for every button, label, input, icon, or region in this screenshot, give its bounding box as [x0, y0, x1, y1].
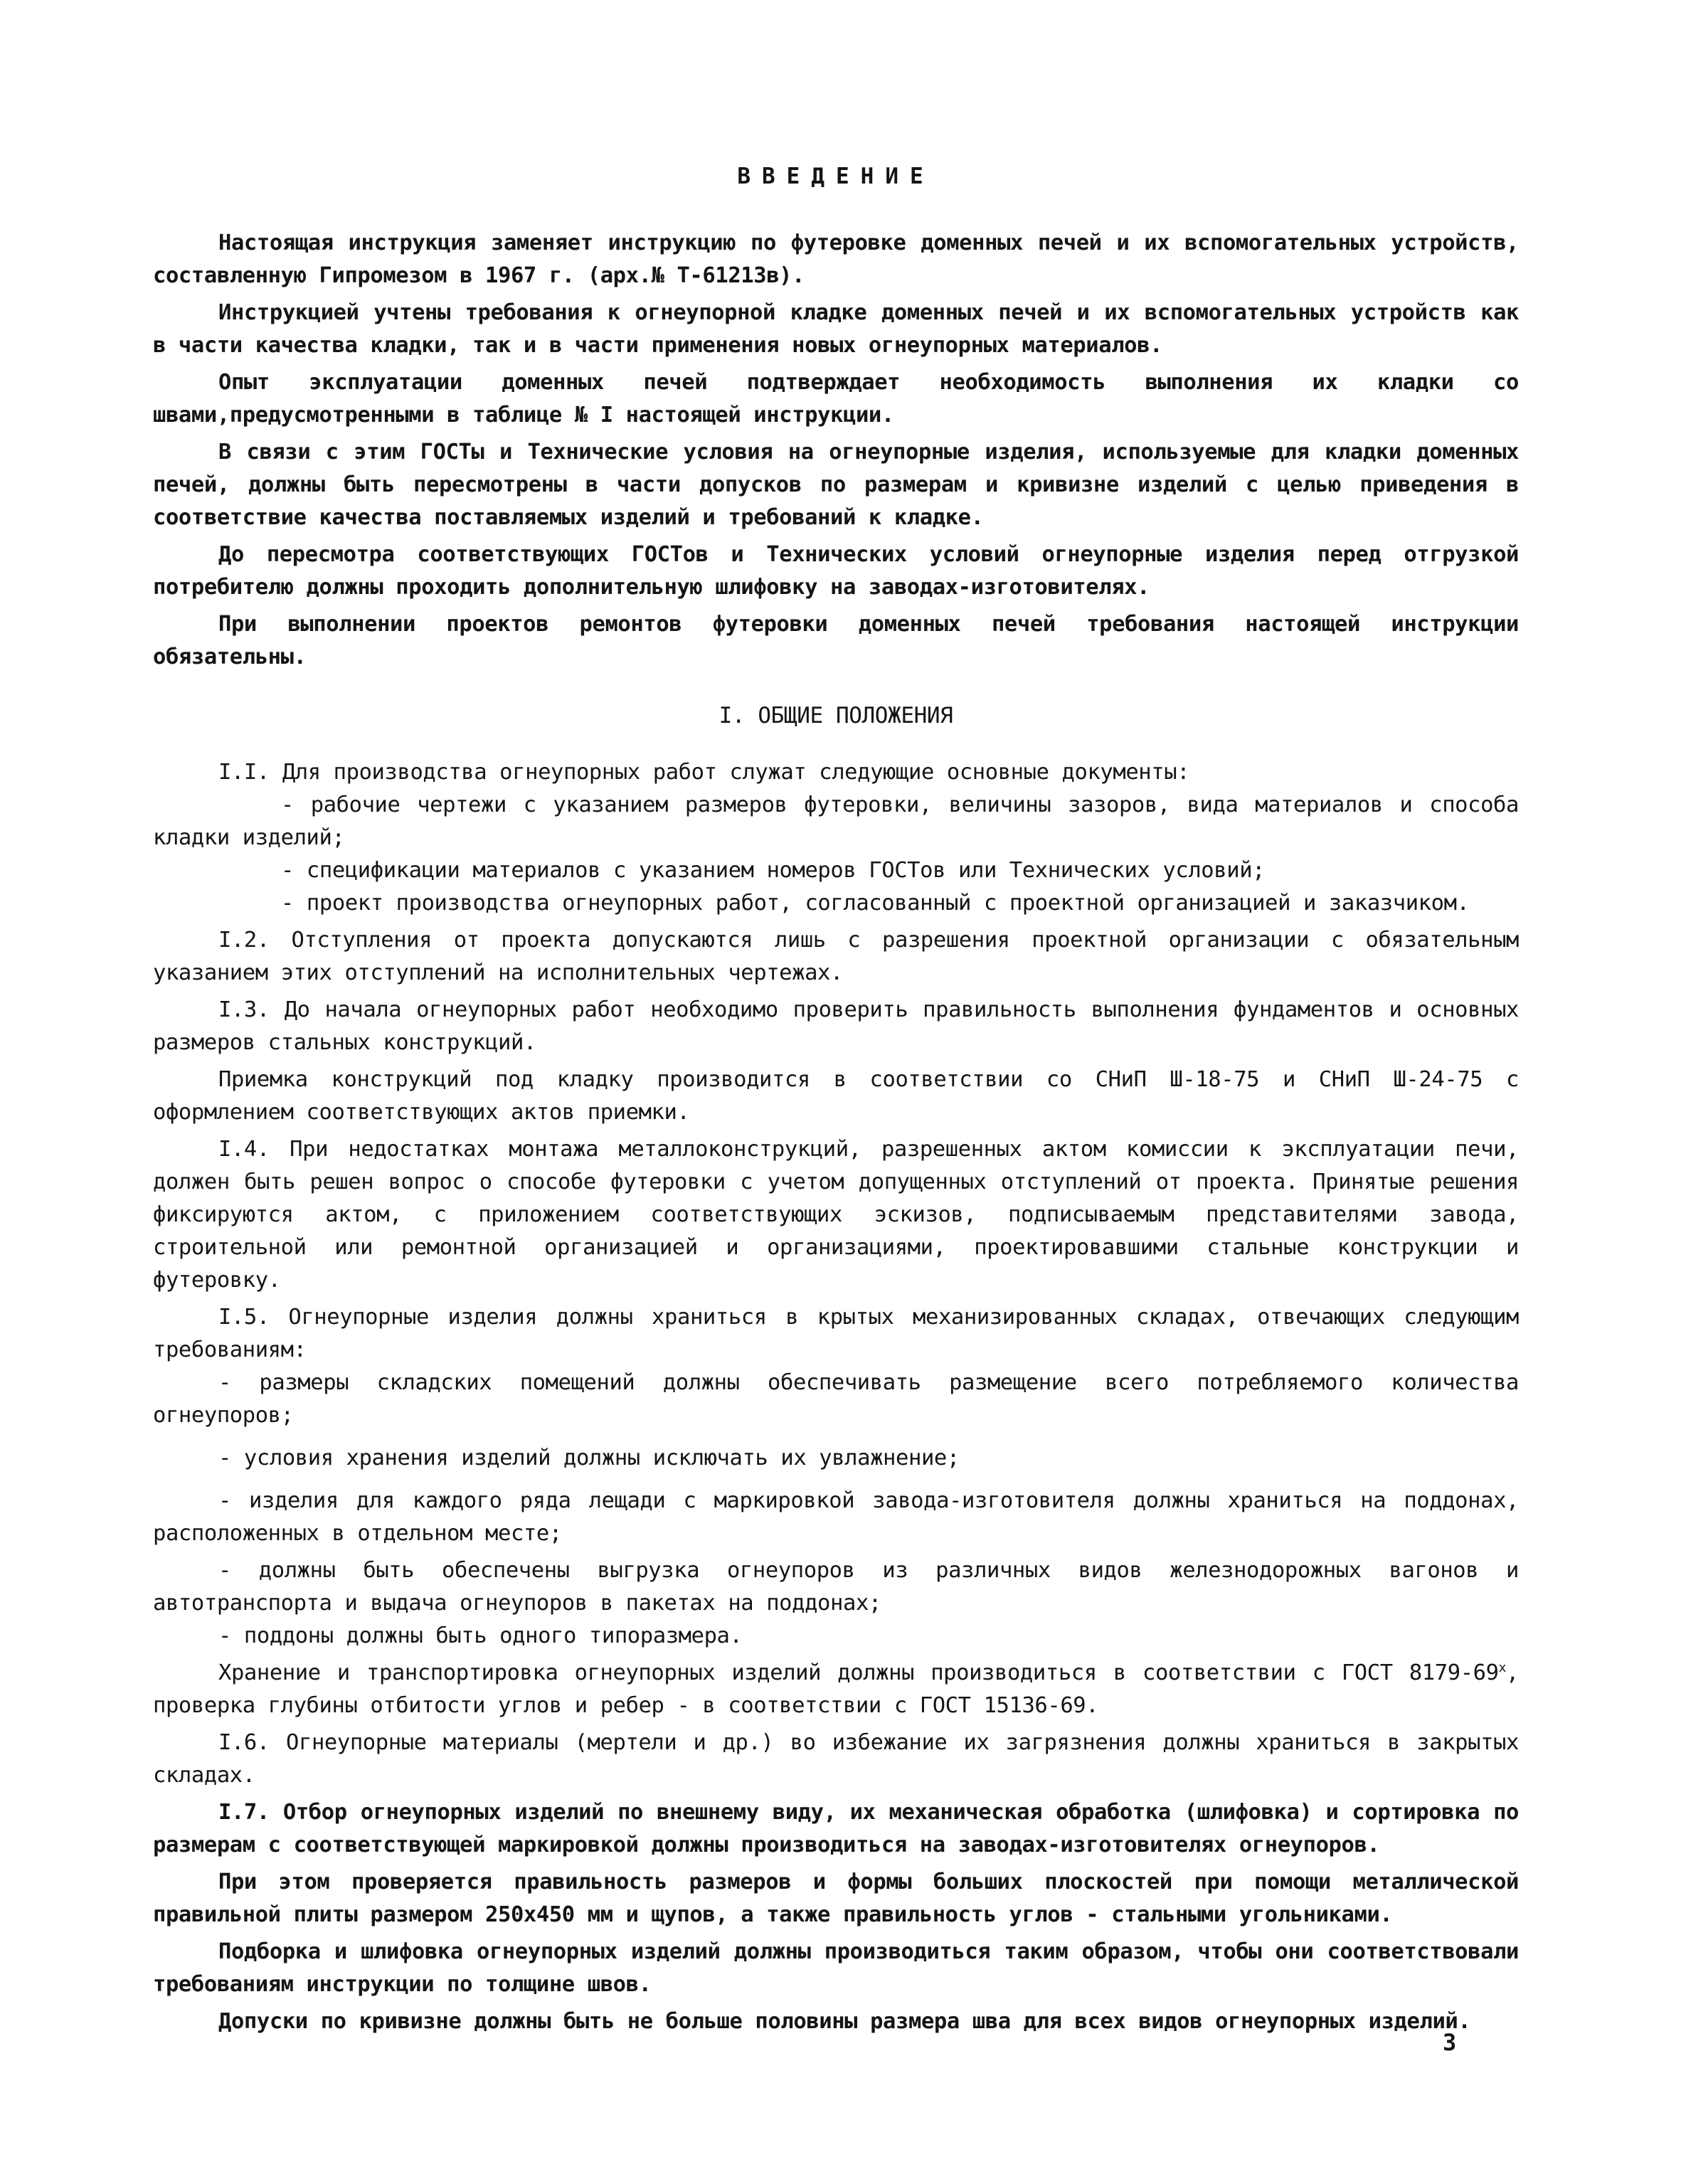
clause-1-7-check: При этом проверяется правильность размеров и формы больших плоскостей при помощи металлической правильной плиты размером 250х450 мм и щупов, а также правильность углов - стальными угольниками. — [153, 1870, 1519, 1927]
intro-paragraph: Опыт эксплуатации доменных печей подтверждает необходимость выполнения их кладки со швами,предусмотренными в таблице № I настоящей инструкции. — [153, 370, 1519, 428]
clause-1-1-item: - рабочие чертежи с указанием размеров футеровки, величины зазоров, вида материалов и способа кладки изделий; — [153, 793, 1519, 850]
intro-paragraph: До пересмотра соответствующих ГОСТов и Технических условий огнеупорные изделия перед отгрузкой потребителю должны проходить дополнительную шлифовку на заводах-изготовителях. — [153, 542, 1519, 600]
intro-title: ВВЕДЕНИЕ — [737, 164, 935, 189]
clause-1-6: I.6. Огнеупорные материалы (мертели и др.) во избежание их загрязнения должны храниться в закрытых складах. — [153, 1730, 1519, 1788]
clause-1-5-item: - поддоны должны быть одного типоразмера. — [218, 1623, 743, 1648]
intro-paragraph: Инструкцией учтены требования к огнеупорной кладке доменных печей и их вспомогательных устройств как в части качества кладки, так и в части применения новых огнеупорных материалов. — [153, 300, 1519, 358]
clause-1-2: I.2. Отступления от проекта допускаются лишь с разрешения проектной организации с обязательным указанием этих отступлений на исполнительных чертежах. — [153, 928, 1519, 985]
clause-1-3-acceptance: Приемка конструкций под кладку производится в соответствии со СНиП Ш-18-75 и СНиП Ш-24-75 с оформлением соответствующих актов приемки. — [153, 1067, 1519, 1125]
clause-1-7: I.7. Отбор огнеупорных изделий по внешнему виду, их механическая обработка (шлифовка) и сортировка по размерам с соответствующей маркировкой должны производиться на заводах-изготовителях огнеупоров. — [153, 1800, 1519, 1857]
clause-1-5-item: - условия хранения изделий должны исключать их увлажнение; — [218, 1446, 960, 1470]
storage-text-end: , проверка глубины отбитости углов и ребер - в соответствии с ГОСТ 15136-69. — [153, 1660, 1519, 1718]
clause-1-5: I.5. Огнеупорные изделия должны храниться в крытых механизированных складах, отвечающих следующим требованиям: — [153, 1305, 1519, 1362]
clause-1-7-tolerance: Допуски по кривизне должны быть не больше половины размера шва для всех видов огнеупорных изделий. — [218, 2009, 1471, 2034]
clause-1-1-item: - проект производства огнеупорных работ, согласованный с проектной организацией и заказчиком. — [281, 891, 1470, 916]
clause-1-7-selection: Подборка и шлифовка огнеупорных изделий должны производиться таким образом, чтобы они соответствовали требованиям инструкции по толщине швов. — [153, 1939, 1519, 1997]
clause-1-3: I.3. До начала огнеупорных работ необходимо проверить правильность выполнения фундаментов и основных размеров стальных конструкций. — [153, 997, 1519, 1055]
clause-1-5-storage — [153, 1657, 1519, 1722]
clause-1-1-item: - спецификации материалов с указанием номеров ГОСТов или Технических условий; — [281, 858, 1266, 883]
clause-1-5-item: - размеры складских помещений должны обеспечивать размещение всего потребляемого количества огнеупоров; — [153, 1370, 1519, 1428]
document-page — [153, 160, 1519, 2038]
clause-1-5-item: - изделия для каждого ряда лещади с маркировкой завода-изготовителя должны храниться на поддонах, расположенных в отдельном месте; — [153, 1488, 1519, 1546]
section-title: I. ОБЩИЕ ПОЛОЖЕНИЯ — [718, 703, 953, 728]
intro-paragraph: При выполнении проектов ремонтов футеровки доменных печей требования настоящей инструкции обязательны. — [153, 612, 1519, 669]
clause-1-5-item: - должны быть обеспечены выгрузка огнеупоров из различных видов железнодорожных вагонов и автотранспорта и выдача огнеупоров в пакетах на поддонах; — [153, 1558, 1519, 1616]
gost-superscript: x — [1498, 1660, 1507, 1675]
storage-text-start: Хранение и транспортировка огнеупорных изделий должны производиться в соответствии с ГОСТ 8179-69 — [218, 1660, 1499, 1685]
clause-1-4: I.4. При недостатках монтажа металлоконструкций, разрешенных актом комиссии к эксплуатации печи, должен быть решен вопрос о способе футеровки с учетом допущенных отступлений от проекта. Принятые решения фиксируются актом, с приложением соответствующих эскизов, подписываемым представителями завода, строительной или ремонтной организацией и организациями, проектировавшими стальные конструкции и футеровку. — [153, 1137, 1519, 1293]
intro-paragraph: Настоящая инструкция заменяет инструкцию по футеровке доменных печей и их вспомогательных устройств, составленную Гипромезом в 1967 г. (арх.№ Т-61213в). — [153, 230, 1519, 288]
clause-1-1: I.I. Для производства огнеупорных работ служат следующие основные документы: — [218, 760, 1190, 785]
page-number: 3 — [1443, 2029, 1457, 2056]
intro-paragraph: В связи с этим ГОСТы и Технические условия на огнеупорные изделия, используемые для кладки доменных печей, должны быть пересмотрены в части допусков по размерам и кривизне изделий с целью приведения в соответствие качества поставляемых изделий и требований к кладке. — [153, 440, 1519, 530]
